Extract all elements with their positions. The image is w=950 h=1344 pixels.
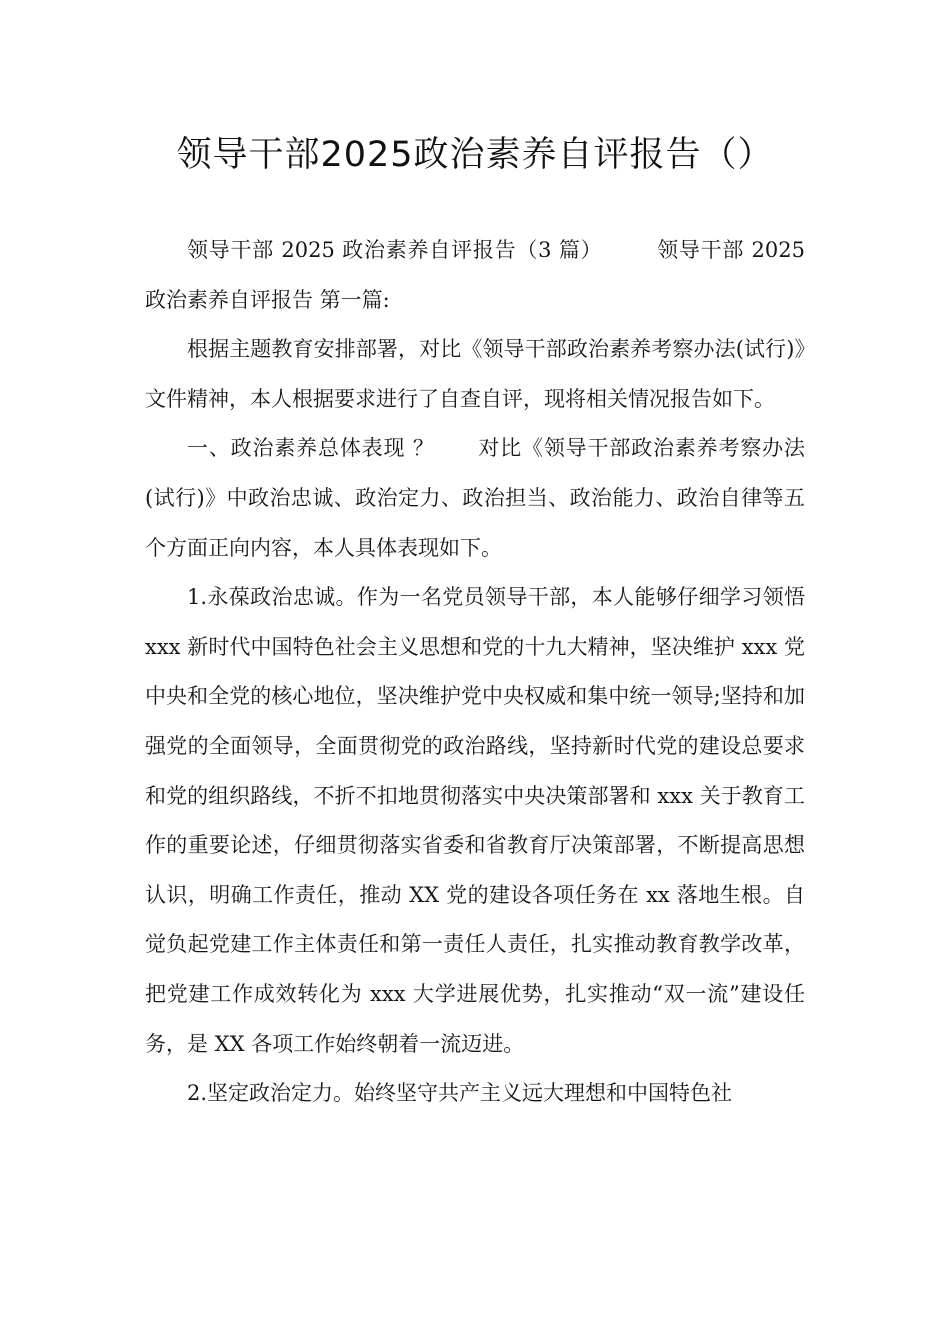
paragraph-item-two: 2.坚定政治定力。始终坚守共产主义远大理想和中国特色社 xyxy=(187,1081,733,1106)
paragraph-preface: 根据主题教育安排部署，对比《领导干部政治素养考察办法(试行)》文件精神，本人根据要求进行了自查自评，现将相关情况报告如下。 xyxy=(145,337,805,411)
document-title: 领导干部2025政治素养自评报告（） xyxy=(176,135,774,175)
paragraph-item-one: 1.永葆政治忠诚。作为一名党员领导干部，本人能够仔细学习领悟 xxx 新时代中国特色社会主义思想和党的十九大精神，坚决维护 xxx 党中央和全党的核心地位，坚决维护党中央权威和集中统一领导;坚持和加强党的全面领导，全面贯彻党的政治路线，坚持新时代党的建设总要求和党的组织路线，不折不扣地贯彻落实中央决策部署和 xxx 关于教育工作的重要论述，仔细贯彻落实省委和省教育厅决策部署，不断提高思想认识，明确工作责任，推动 XX 党的建设各项任务在 xx 落地生根。自觉负起党建工作主体责任和第一责任人责任，扎实推动教育教学改革，把党建工作成效转化为 xxx 大学进展优势，扎实推动“双一流”建设任务，是 XX 各项工作始终朝着一流迈进。 xyxy=(145,585,805,1056)
paragraph-intro: 领导干部 2025 政治素养自评报告（3 篇） 领导干部 2025 政治素养自评报告 第一篇: xyxy=(145,238,805,312)
document-body xyxy=(145,226,805,1119)
paragraph-section-one: 一、政治素养总体表现 ？ 对比《领导干部政治素养考察办法(试行)》中政治忠诚、政治定力、政治担当、政治能力、政治自律等五个方面正向内容，本人具体表现如下。 xyxy=(145,436,805,560)
